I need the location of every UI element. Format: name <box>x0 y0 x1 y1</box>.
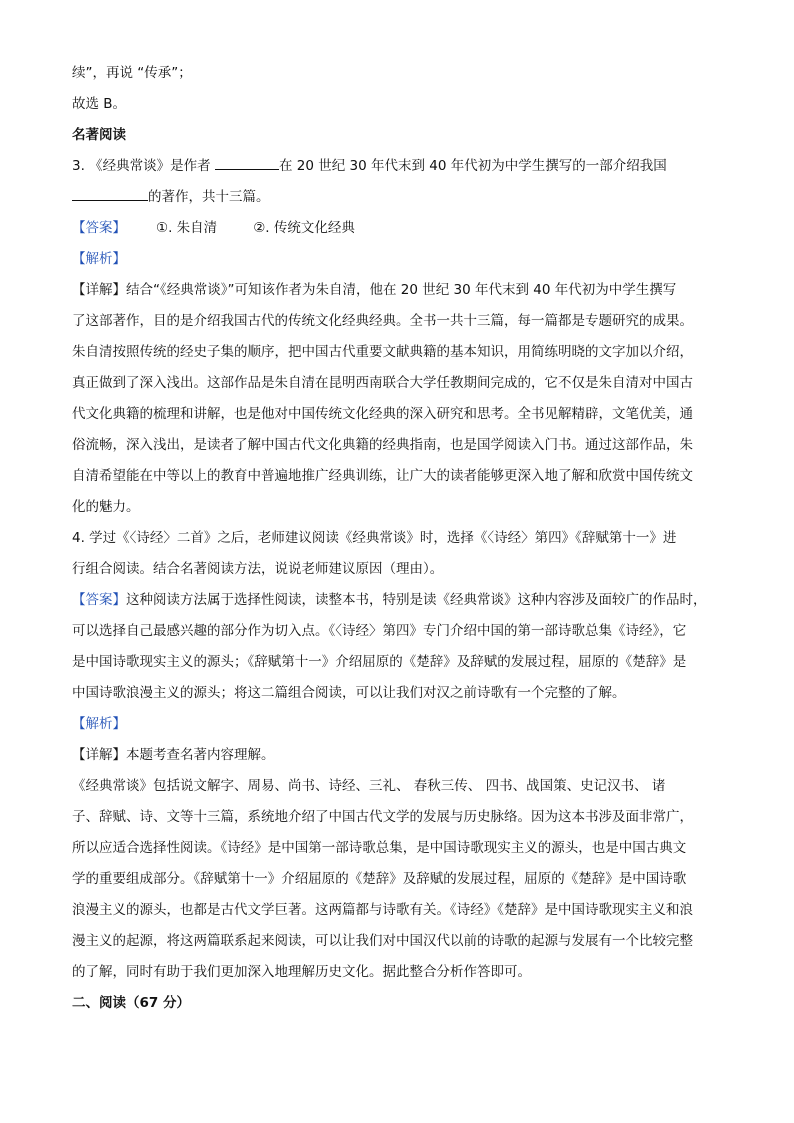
detail-line: 的了解，同时有助于我们更加深入地理解历史文化。据此整合分析作答即可。 <box>72 964 531 980</box>
detail-line: 俗流畅，深入浅出，是读者了解中国古代文化典籍的经典指南，也是国学阅读入门书。通过这部作品，朱 <box>72 437 693 453</box>
answer-line: 是中国诗歌现实主义的源头；《辞赋第十一》介绍屈原的《楚辞》及辞赋的发展过程，屈原的《楚辞》是 <box>72 654 687 670</box>
analysis-label: 【解析】 <box>72 716 126 732</box>
detail-line: 了这部著作，目的是介绍我国古代的传统文化经典经典。全书一共十三篇，每一篇都是专题研究的成果。 <box>72 313 693 329</box>
text-line: 故选 B。 <box>72 96 127 112</box>
answer-value: ①. 朱自清 <box>156 220 218 236</box>
section-title: 二、阅读（67 分） <box>72 995 190 1011</box>
text-line: 续”，再说 “传承”； <box>72 65 192 81</box>
analysis-label: 【解析】 <box>72 251 126 267</box>
detail-line: 漫主义的起源，将这两篇联系起来阅读，可以让我们对中国汉代以前的诗歌的起源与发展有一个比较完整 <box>72 933 693 949</box>
section-title: 名著阅读 <box>72 127 126 143</box>
answer-line: 可以选择自己最感兴趣的部分作为切入点。《〈诗经〉第四》专门介绍中国的第一部诗歌总集《诗经》，它 <box>72 623 687 639</box>
detail-line <box>72 275 722 306</box>
detail-line: 浪漫主义的源头，也都是古代文学巨著。这两篇都与诗歌有关。《诗经》《楚辞》是中国诗歌现实主义和浪 <box>72 902 693 918</box>
answer-line: 中国诗歌浪漫主义的源头；将这二篇组合阅读，可以让我们对汉之前诗歌有一个完整的了解。 <box>72 685 626 701</box>
detail-line: 化的魅力。 <box>72 499 140 515</box>
question-3-text: 3. 《经典常谈》是作者 <box>72 158 215 174</box>
question-3-text: 在 20 世纪 30 年代末到 40 年代初为中学生撰写的一部介绍我国 <box>278 158 667 174</box>
detail-label: 【详解】 <box>72 282 126 298</box>
detail-line: 自清希望能在中等以上的教育中普遍地推广经典训练，让广大的读者能够更深入地了解和欣赏中国传统文 <box>72 468 693 484</box>
detail-text: 结合“《经典常谈》”可知该作者为朱自清，他在 20 世纪 30 年代末到 40 年代初为中学生撰写 <box>126 282 677 298</box>
detail-text: 本题考查名著内容理解。 <box>126 747 275 763</box>
detail-line: 所以应适合选择性阅读。《诗经》是中国第一部诗歌总集，是中国诗歌现实主义的源头，也是中国古典文 <box>72 840 687 856</box>
detail-line <box>72 740 722 771</box>
answer-label: 【答案】 <box>72 220 126 236</box>
question-3-text: 的著作，共十三篇。 <box>148 189 270 205</box>
answer-label: 【答案】 <box>72 592 126 608</box>
question-3-continued <box>72 182 722 213</box>
detail-label: 【详解】 <box>72 747 126 763</box>
answer-blank <box>72 186 148 201</box>
detail-line: 学的重要组成部分。《辞赋第十一》介绍屈原的《楚辞》及辞赋的发展过程，屈原的《楚辞》是中国诗歌 <box>72 871 687 887</box>
detail-line: 朱自清按照传统的经史子集的顺序，把中国古代重要文献典籍的基本知识，用简练明晓的文字加以介绍， <box>72 344 693 360</box>
answer-row <box>72 213 722 244</box>
answer-row <box>72 585 722 616</box>
answer-value: ②. 传统文化经典 <box>253 220 355 236</box>
answer-text: 这种阅读方法属于选择性阅读，读整本书，特别是读《经典常谈》这种内容涉及面较广的作品时， <box>126 592 707 608</box>
answer-blank <box>215 155 279 170</box>
detail-line: 《经典常谈》包括说文解字、周易、尚书、诗经、三礼、 春秋三传、 四书、战国策、史记汉书、 诸 <box>72 778 666 794</box>
document-page <box>72 58 722 1019</box>
detail-line: 真正做到了深入浅出。这部作品是朱自清在昆明西南联合大学任教期间完成的，它不仅是朱自清对中国古 <box>72 375 693 391</box>
detail-line: 子、辞赋、诗、文等十三篇，系统地介绍了中国古代文学的发展与历史脉络。因为这本书涉及面非常广， <box>72 809 693 825</box>
question-4: 行组合阅读。结合名著阅读方法，说说老师建议原因（理由）。 <box>72 561 444 577</box>
question-4: 4. 学过《〈诗经〉二首》之后，老师建议阅读《经典常谈》时，选择《〈诗经〉第四》《辞赋第十一》进 <box>72 530 677 546</box>
detail-line: 代文化典籍的梳理和讲解，也是他对中国传统文化经典的深入研究和思考。全书见解精辟，文笔优美，通 <box>72 406 693 422</box>
question-3 <box>72 151 722 182</box>
